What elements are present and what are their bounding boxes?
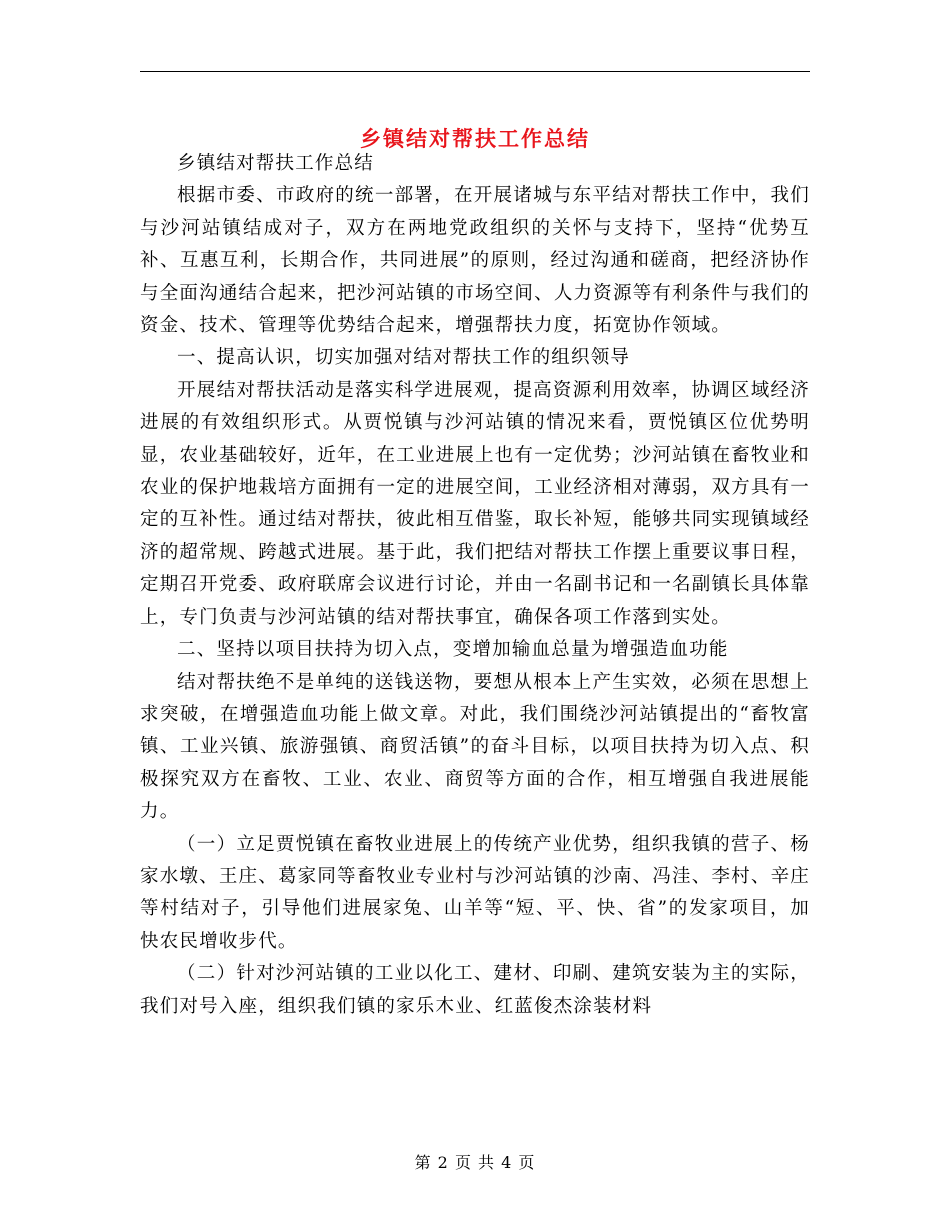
paragraph-section-2: 结对帮扶绝不是单纯的送钱送物，要想从根本上产生实效，必须在思想上求突破，在增强造血功能上做文章。对此，我们围绕沙河站镇提出的“畜牧富镇、工业兴镇、旅游强镇、商贸活镇”的奋斗目标，以项目扶持为切入点、积极探究双方在畜牧、工业、农业、商贸等方面的合作，相互增强自我进展能力。 <box>140 671 810 823</box>
paragraph-intro: 根据市委、市政府的统一部署，在开展诸城与东平结对帮扶工作中，我们与沙河站镇结成对子，双方在两地党政组织的关怀与支持下，坚持“优势互补、互惠互利，长期合作，共同进展”的原则，经过沟通和磋商，把经济协作与全面沟通结合起来，把沙河站镇的市场空间、人力资源等有利条件与我们的资金、技术、管理等优势结合起来，增强帮扶力度，拓宽协作领域。 <box>140 185 810 337</box>
paragraph-subtitle: 乡镇结对帮扶工作总结 <box>177 153 375 174</box>
paragraph-item-1: （一）立足贾悦镇在畜牧业进展上的传统产业优势，组织我镇的营子、杨家水墩、王庄、葛家同等畜牧业专业村与沙河站镇的沙南、冯洼、李村、辛庄等村结对子，引导他们进展家兔、山羊等“短、平、快、省”的发家项目，加快农民增收步代。 <box>140 833 810 952</box>
section-heading-2: 二、坚持以项目扶持为切入点，变增加输血总量为增强造血功能 <box>177 639 729 661</box>
document-title: 乡镇结对帮扶工作总结 <box>360 126 590 152</box>
document-body <box>140 148 810 1023</box>
page-number: 第 2 页 共 4 页 <box>414 1153 536 1172</box>
header-rule <box>140 71 810 72</box>
section-heading-1: 一、提高认识，切实加强对结对帮扶工作的组织领导 <box>177 347 631 369</box>
paragraph-item-2: （二）针对沙河站镇的工业以化工、建材、印刷、建筑安装为主的实际，我们对号入座，组织我们镇的家乐木业、红蓝俊杰涂装材料 <box>140 963 810 1017</box>
paragraph-section-1: 开展结对帮扶活动是落实科学进展观，提高资源利用效率，协调区域经济进展的有效组织形式。从贾悦镇与沙河站镇的情况来看，贾悦镇区位优势明显，农业基础较好，近年，在工业进展上也有一定优势；沙河站镇在畜牧业和农业的保护地栽培方面拥有一定的进展空间，工业经济相对薄弱，双方具有一定的互补性。通过结对帮扶，彼此相互借鉴，取长补短，能够共同实现镇域经济的超常规、跨越式进展。基于此，我们把结对帮扶工作摆上重要议事日程，定期召开党委、政府联席会议进行讨论，并由一名副书记和一名副镇长具体靠上，专门负责与沙河站镇的结对帮扶事宜，确保各项工作落到实处。 <box>140 379 810 628</box>
